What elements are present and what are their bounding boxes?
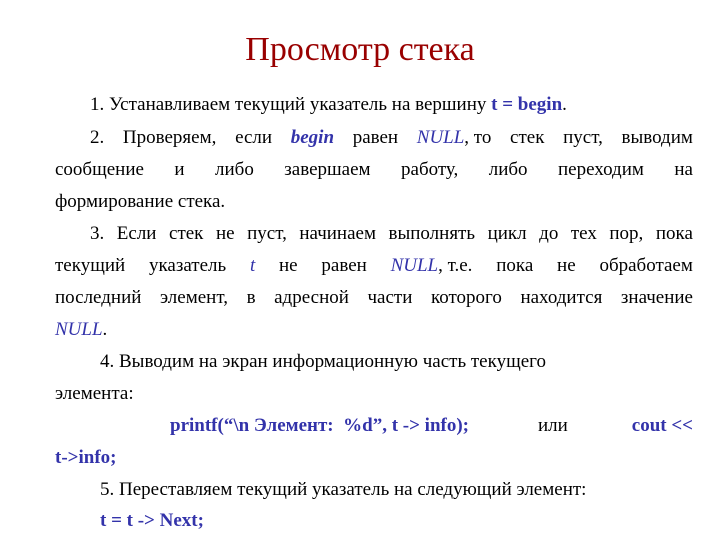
word: сообщение <box>55 159 144 180</box>
step-1-line <box>90 92 693 118</box>
step-4-line-1: 4. Выводим на экран информационную часть текущего <box>100 351 546 372</box>
step-4-line-2: элемента: <box>55 383 134 404</box>
word: обработаем <box>599 255 693 276</box>
word: пуст, <box>563 127 603 148</box>
word: значение <box>620 287 693 308</box>
word: если <box>235 127 273 148</box>
word: указатель <box>148 255 227 276</box>
word: пока <box>655 223 693 244</box>
word: Проверяем, <box>122 127 217 148</box>
word: 2. <box>90 127 105 148</box>
code-t-next: t = t -> Next; <box>100 510 204 531</box>
word: не <box>215 223 235 244</box>
step-3-line-4 <box>55 317 693 343</box>
word: на <box>674 159 693 180</box>
word: выполнять <box>388 223 476 244</box>
word: не <box>557 255 576 276</box>
word: либо <box>488 159 528 180</box>
step-5-line-1: 5. Переставляем текущий указатель на следующий элемент: <box>100 479 587 500</box>
code-t: t <box>249 255 256 276</box>
slide-title: Просмотр стека <box>245 31 475 68</box>
code-t-begin: t = begin <box>491 94 563 115</box>
step-1-text: 1. Устанавливаем текущий указатель на вершину <box>90 94 492 115</box>
word: стек <box>510 127 545 148</box>
word: в <box>246 287 256 308</box>
word: цикл <box>487 223 527 244</box>
word: до <box>539 223 559 244</box>
code-printf: printf(“\n Элемент: %d”, t -> info); <box>170 415 470 436</box>
word: либо <box>215 159 254 180</box>
word: , то <box>464 127 492 148</box>
step-2-line-1 <box>90 125 693 151</box>
word: части <box>367 287 413 308</box>
word: пуст, <box>247 223 287 244</box>
code-cout: cout << <box>631 415 693 436</box>
code-null: NULL <box>416 127 465 148</box>
word: тех <box>570 223 597 244</box>
word: равен <box>321 255 367 276</box>
word: 3. <box>90 223 105 244</box>
code-cout-continued: t->info; <box>55 447 117 468</box>
step-2-line-3: формирование стека. <box>55 191 226 212</box>
step-3-line-1 <box>90 221 693 247</box>
word: выводим <box>621 127 693 148</box>
code-null: NULL <box>390 255 439 276</box>
period: . <box>102 319 108 340</box>
step-1-end: . <box>562 94 567 115</box>
word: равен <box>352 127 399 148</box>
or-text: или <box>538 415 568 436</box>
word: адресной <box>274 287 349 308</box>
code-null: NULL <box>55 319 103 340</box>
word: находится <box>520 287 603 308</box>
code-begin: begin <box>290 127 335 148</box>
word: не <box>279 255 298 276</box>
word: начинаем <box>299 223 376 244</box>
word: текущий <box>55 255 126 276</box>
word: Если <box>116 223 157 244</box>
word: пор, <box>609 223 644 244</box>
word: , т.е. <box>438 255 473 276</box>
word: последний <box>55 287 142 308</box>
word: которого <box>430 287 502 308</box>
step-2-line-2 <box>55 157 693 183</box>
step-3-line-2 <box>55 253 693 279</box>
word: пока <box>496 255 534 276</box>
word: и <box>174 159 185 180</box>
word: переходим <box>558 159 644 180</box>
step-3-line-3 <box>55 285 693 311</box>
word: стек <box>169 223 204 244</box>
word: элемент, <box>160 287 228 308</box>
word: завершаем <box>284 159 371 180</box>
word: работу, <box>401 159 459 180</box>
